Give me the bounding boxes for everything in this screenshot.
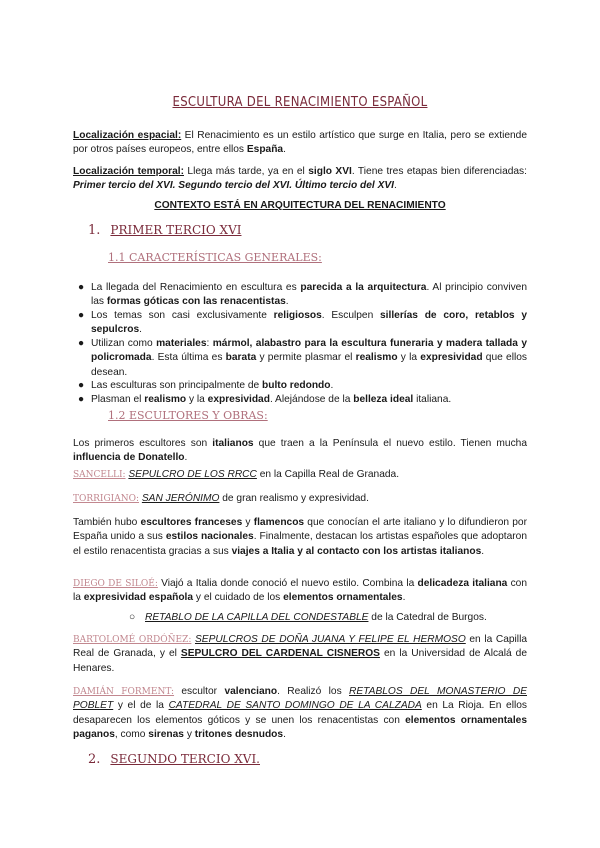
localizacion-temporal: Localización temporal: Llega más tarde, ya en el siglo XVI. Tiene tres etapas bien diferenciadas: Primer tercio del XVI. Segundo tercio del XVI. Último tercio del XVI.	[73, 166, 527, 192]
siloe-entry: DIEGO DE SILOÉ: Viajó a Italia donde conoció el nuevo estilo. Combina la delicadeza italiana con la expresividad española y el cuidado de los elementos ornamentales.	[73, 578, 528, 604]
retablo-entry: ○ RETABLO DE LA CAPILLA DEL CONDESTABLE de la Catedral de Burgos.	[129, 612, 487, 623]
list-item: ● Plasman el realismo y la expresividad. Alejándose de la belleza ideal italiana.	[78, 394, 452, 405]
intro-paragraph: Los primeros escultores son italianos que traen a la Península el nuevo estilo. Tienen mucha influencia de Donatello.	[73, 438, 527, 464]
contexto-note: CONTEXTO ESTÁ EN ARQUITECTURA DEL RENACIMIENTO	[154, 200, 446, 211]
section-2-heading: 2. SEGUNDO TERCIO XVI.	[88, 752, 260, 767]
sancelli-entry: SANCELLI: SEPULCRO DE LOS RRCC en la Capilla Real de Granada.	[73, 469, 400, 480]
franceses-paragraph: También hubo escultores franceses y flamencos que conocían el arte italiano y lo difundieron por España unido a sus estilos nacionales. Finalmente, destacan los artistas españoles que adoptaron el estilo renacentista gracias a sus viajes a Italia y al contacto con los artistas italianos.	[73, 517, 527, 557]
page-title: ESCULTURA DEL RENACIMIENTO ESPAÑOL	[172, 95, 428, 110]
subsection-1-2-heading: 1.2 ESCULTORES Y OBRAS:	[108, 409, 268, 422]
ordonez-entry: BARTOLOMÉ ORDÓÑEZ: SEPULCROS DE DOÑA JUANA Y FELIPE EL HERMOSO en la Capilla Real de Granada, y el SEPULCRO DEL CARDENAL CISNEROS en la Universidad de Alcalá de Henares.	[73, 634, 528, 674]
localizacion-espacial: Localización espacial: El Renacimiento es un estilo artístico que surge en Italia, pero se extiende por otros países europeos, entre ellos España.	[73, 130, 527, 156]
list-item: ● Los temas son casi exclusivamente religiosos. Esculpen sillerías de coro, retablos y sepulcros.	[78, 310, 528, 336]
forment-entry: DAMIÁN FORMENT: escultor valenciano. Realizó los RETABLOS DEL MONASTERIO DE POBLET y el de la CATEDRAL DE SANTO DOMINGO DE LA CALZADA en La Rioja. En ellos desaparecen los elementos góticos y se unen los renacentistas con elementos ornamentales paganos, como sirenas y tritones desnudos.	[73, 686, 527, 741]
torrigiano-entry: TORRIGIANO: SAN JERÓNIMO de gran realismo y expresividad.	[73, 493, 369, 504]
list-item: ● Las esculturas son principalmente de bulto redondo.	[78, 380, 334, 391]
section-1-heading: 1. PRIMER TERCIO XVI	[88, 223, 242, 238]
list-item: ● La llegada del Renacimiento en escultura es parecida a la arquitectura. Al principio conviven las formas góticas con las renacentistas.	[78, 282, 528, 308]
subsection-1-1-heading: 1.1 CARACTERÍSTICAS GENERALES:	[108, 251, 322, 264]
list-item: ● Utilizan como materiales: mármol, alabastro para la escultura funeraria y madera tallada y policromada. Esta última es barata y permite plasmar el realismo y la expresividad que ellos desean.	[78, 338, 527, 378]
